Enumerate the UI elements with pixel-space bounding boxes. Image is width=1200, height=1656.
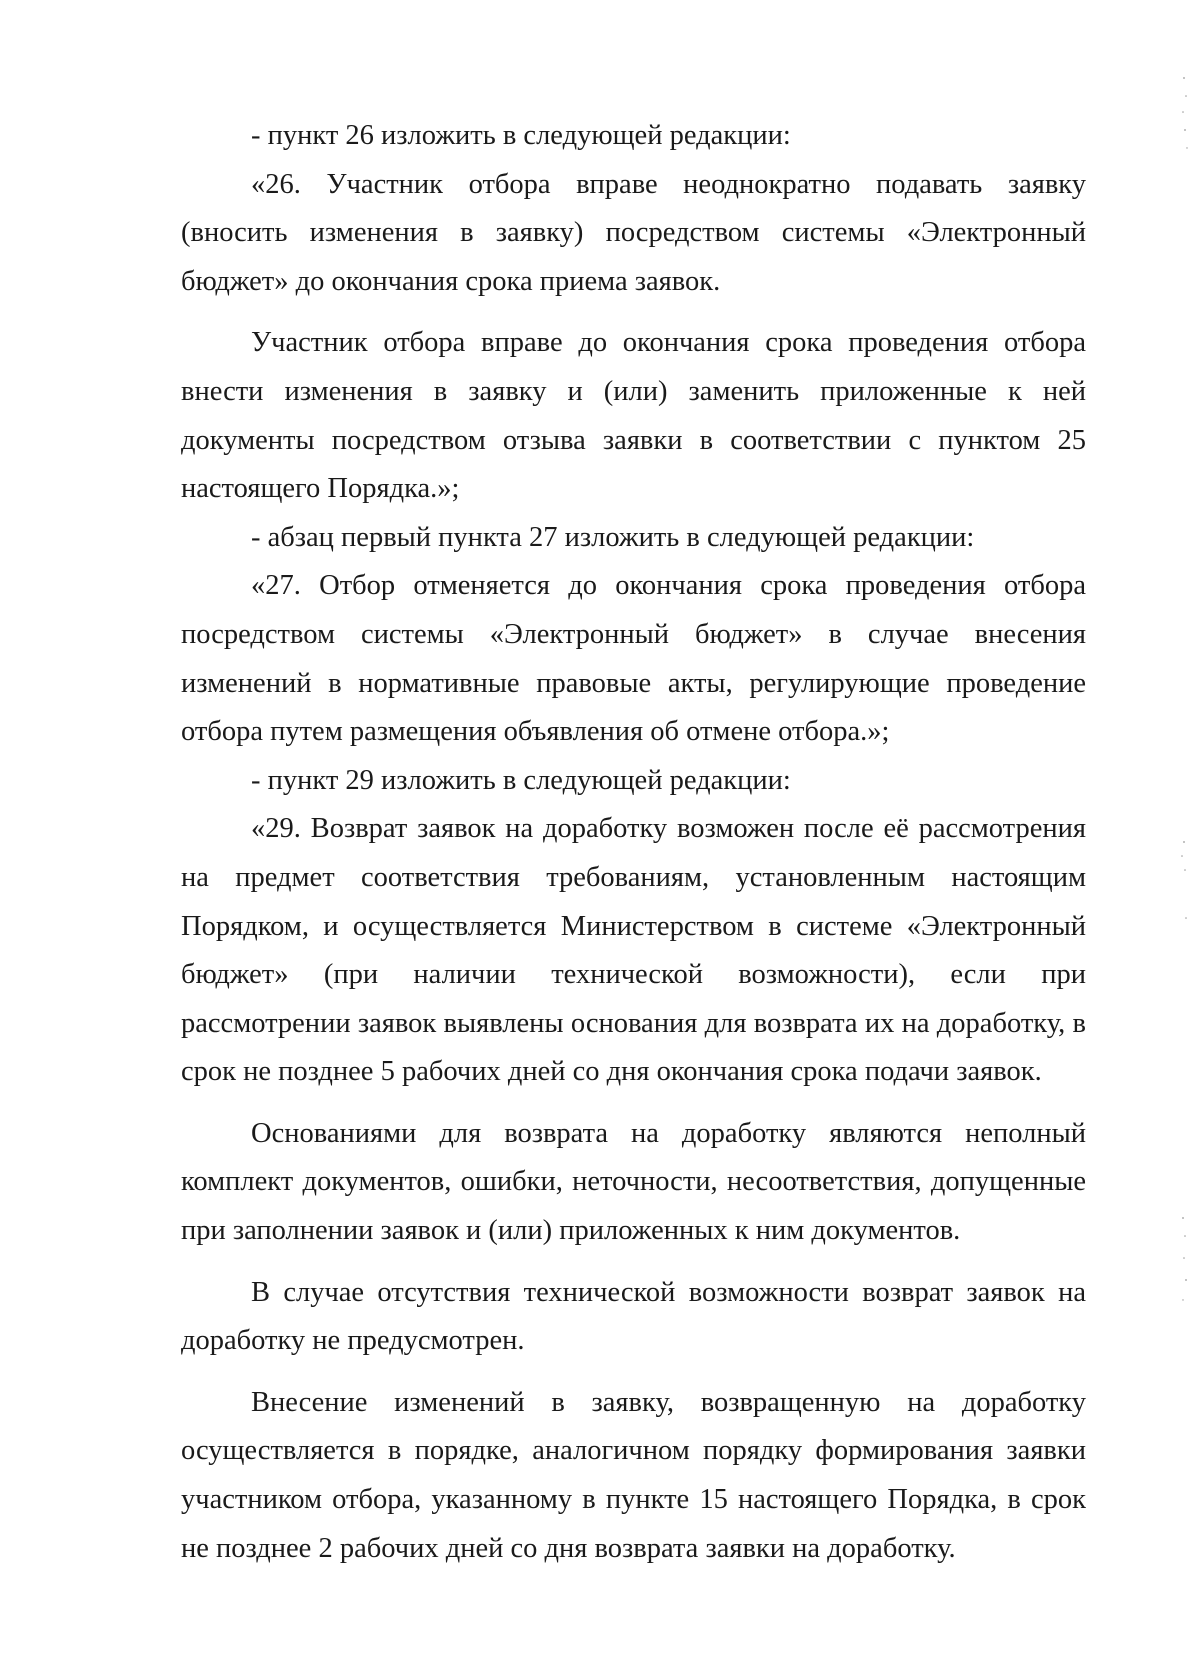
scan-margin-noise: [1170, 0, 1200, 1656]
paragraph-8: Основаниями для возврата на доработку являются неполный комплект документов, ошибки, неточности, несоответствия, допущенные при заполнении заявок и (или) приложенных к ним документов.: [181, 1117, 1086, 1247]
paragraph-10: Внесение изменений в заявку, возвращенную на доработку осуществляется в порядке, аналогичном порядку формирования заявки участником отбора, указанному в пункте 15 настоящего Порядка, в срок не позднее 2 рабочих дней со дня возврата заявки на доработку.: [181, 1386, 1086, 1564]
document-body: [181, 112, 1086, 1573]
paragraph-5: «27. Отбор отменяется до окончания срока проведения отбора посредством системы «Электронный бюджет» в случае внесения изменений в нормативные правовые акты, регулирующие проведение отбора путем размещения объявления об отмене отбора.»;: [181, 570, 1086, 748]
paragraph-4: - абзац первый пункта 27 изложить в следующей редакции:: [251, 521, 975, 553]
paragraph-2: «26. Участник отбора вправе неоднократно подавать заявку (вносить изменения в заявку) посредством системы «Электронный бюджет» до окончания срока приема заявок.: [181, 168, 1086, 297]
paragraph-7: «29. Возврат заявок на доработку возможен после её рассмотрения на предмет соответствия требованиям, установленным настоящим Порядком, и осуществляется Министерством в системе «Электронный бюджет» (при наличии технической возможности), если при рассмотрении заявок выявлены основания для возврата их на доработку, в срок не позднее 5 рабочих дней со дня окончания срока подачи заявок.: [181, 813, 1086, 1088]
paragraph-1: - пункт 26 изложить в следующей редакции:: [251, 120, 791, 151]
paragraph-6: - пункт 29 изложить в следующей редакции:: [251, 764, 791, 796]
paragraph-9: В случае отсутствия технической возможности возврат заявок на доработку не предусмотрен.: [181, 1276, 1086, 1357]
paragraph-3: Участник отбора вправе до окончания срока проведения отбора внести изменения в заявку и (или) заменить приложенные к ней документы посредством отзыва заявки в соответствии с пунктом 25 настоящего Порядка.»;: [181, 327, 1086, 505]
